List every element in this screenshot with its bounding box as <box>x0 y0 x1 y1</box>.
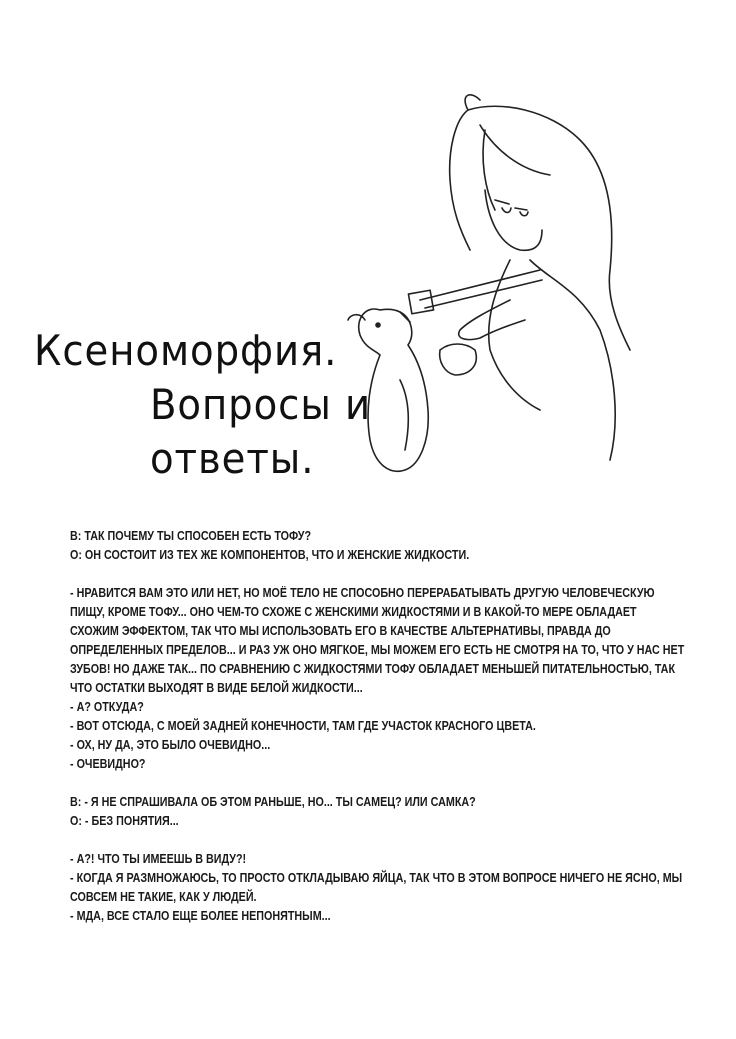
text-line: ЧТО ОСТАТКИ ВЫХОДЯТ В ВИДЕ БЕЛОЙ ЖИДКОСТИ... <box>70 681 363 695</box>
text-line: - КОГДА Я РАЗМНОЖАЮСЬ, ТО ПРОСТО ОТКЛАДЫВАЮ ЯЙЦА, ТАК ЧТО В ЭТОМ ВОПРОСЕ НИЧЕГО НЕ ЯСНО, МЫ <box>70 871 683 885</box>
text-line: - НРАВИТСЯ ВАМ ЭТО ИЛИ НЕТ, НО МОЁ ТЕЛО НЕ СПОСОБНО ПЕРЕРАБАТЫВАТЬ ДРУГУЮ ЧЕЛОВЕЧЕСКУЮ <box>70 586 655 600</box>
text-line: - ВОТ ОТСЮДА, С МОЕЙ ЗАДНЕЙ КОНЕЧНОСТИ, ТАМ ГДЕ УЧАСТОК КРАСНОГО ЦВЕТА. <box>70 719 536 733</box>
text-line: ОПРЕДЕЛЕННЫХ ПРЕДЕЛОВ... И РАЗ УЖ ОНО МЯГКОЕ, МЫ МОЖЕМ ЕГО ЕСТЬ НЕ СМОТРЯ НА ТО, ЧТО У НАС НЕТ <box>70 643 685 657</box>
text-line: ЗУБОВ! НО ДАЖЕ ТАК... ПО СРАВНЕНИЮ С ЖИДКОСТЯМИ ТОФУ ОБЛАДАЕТ МЕНЬШЕЙ ПИТАТЕЛЬНОСТЬЮ, ТАК <box>70 662 676 676</box>
girl-feeding-penguin-tofu-icon <box>280 80 660 500</box>
text-line: - ОХ, НУ ДА, ЭТО БЫЛО ОЧЕВИДНО... <box>70 738 271 752</box>
text-line: СХОЖИМ ЭФФЕКТОМ, ТАК ЧТО МЫ ИСПОЛЬЗОВАТЬ ЕГО В КАЧЕСТВЕ АЛЬТЕРНАТИВЫ, ПРАВДА ДО <box>70 624 611 638</box>
title-line-3: ответы. <box>150 434 315 483</box>
text-line: О: - БЕЗ ПОНЯТИЯ... <box>70 814 179 828</box>
title-line-2: Вопросы и <box>150 380 372 429</box>
text-line: В: ТАК ПОЧЕМУ ТЫ СПОСОБЕН ЕСТЬ ТОФУ? <box>70 529 312 543</box>
blank-line <box>70 774 603 793</box>
text-line: - А? ОТКУДА? <box>70 700 144 714</box>
blank-line <box>70 831 603 850</box>
title-line-1: Ксеноморфия. <box>34 326 338 375</box>
blank-line <box>70 565 603 584</box>
text-line: СОВСЕМ НЕ ТАКИЕ, КАК У ЛЮДЕЙ. <box>70 890 257 904</box>
text-line: ПИЩУ, КРОМЕ ТОФУ... ОНО ЧЕМ-ТО СХОЖЕ С ЖЕНСКИМИ ЖИДКОСТЯМИ И В КАКОЙ-ТО МЕРЕ ОБЛАДАЕТ <box>70 605 637 619</box>
qa-text-body <box>70 527 690 926</box>
text-line: В: - Я НЕ СПРАШИВАЛА ОБ ЭТОМ РАНЬШЕ, НО... ТЫ САМЕЦ? ИЛИ САМКА? <box>70 795 476 809</box>
text-line: - А?! ЧТО ТЫ ИМЕЕШЬ В ВИДУ?! <box>70 852 247 866</box>
text-line: - МДА, ВСЕ СТАЛО ЕЩЕ БОЛЕЕ НЕПОНЯТНЫМ... <box>70 909 331 923</box>
text-line: О: ОН СОСТОИТ ИЗ ТЕХ ЖЕ КОМПОНЕНТОВ, ЧТО И ЖЕНСКИЕ ЖИДКОСТИ. <box>70 548 470 562</box>
text-line: - ОЧЕВИДНО? <box>70 757 146 771</box>
